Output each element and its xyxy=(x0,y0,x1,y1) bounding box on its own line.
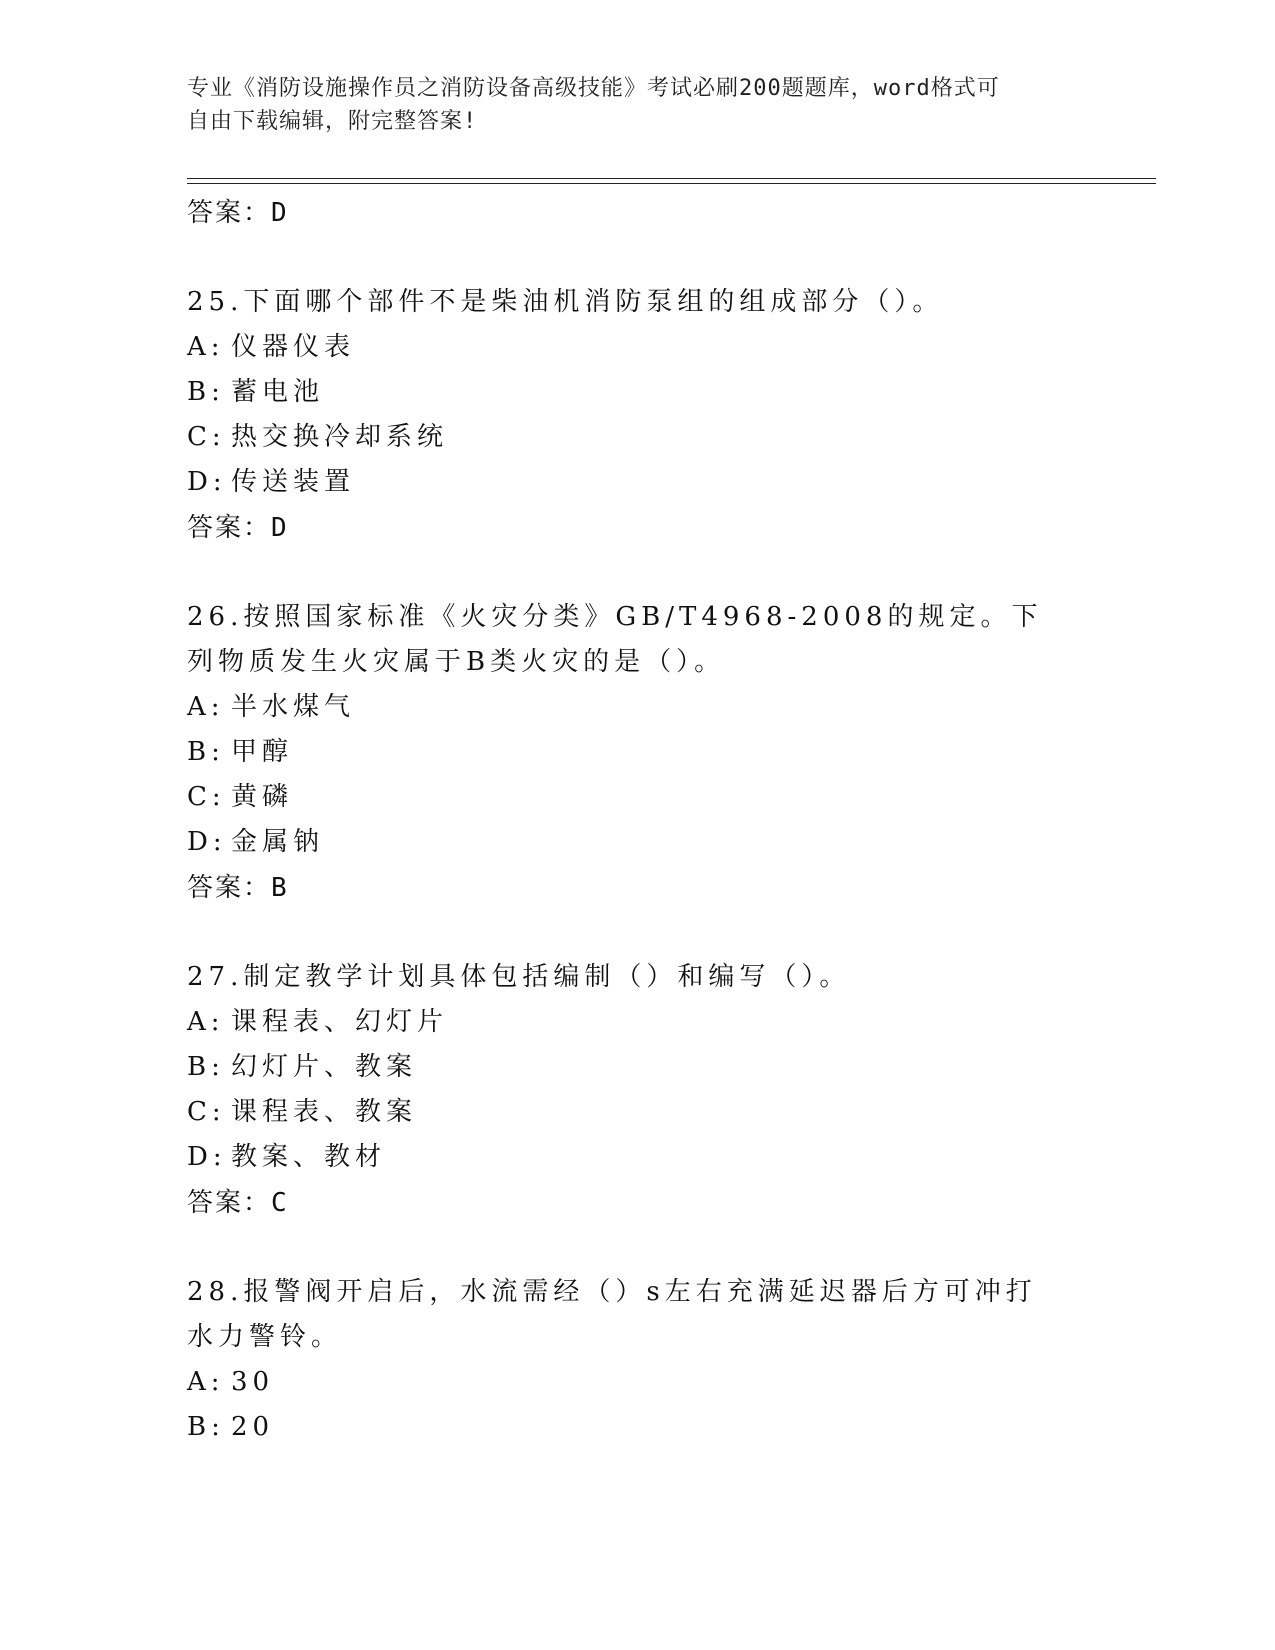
option-letter: D: xyxy=(187,467,227,497)
option-letter: D: xyxy=(187,827,227,857)
option-letter: B: xyxy=(187,1412,225,1442)
option-d xyxy=(187,1135,1087,1180)
document-header xyxy=(187,72,1067,138)
answer-line xyxy=(187,190,1087,236)
option-text: 半水煤气 xyxy=(231,692,356,722)
option-letter: B: xyxy=(187,737,225,767)
answer-line xyxy=(187,1180,1087,1226)
question-list xyxy=(187,190,1087,1450)
option-b xyxy=(187,730,1087,775)
answer-value: C xyxy=(271,1188,287,1218)
option-c xyxy=(187,415,1087,460)
answer-label: 答案： xyxy=(187,513,272,543)
option-text: 课程表、幻灯片 xyxy=(231,1007,449,1037)
option-a xyxy=(187,325,1087,370)
option-text: 金属钠 xyxy=(231,827,325,857)
answer-value: D xyxy=(271,198,287,228)
option-letter: C: xyxy=(187,1097,226,1127)
option-c xyxy=(187,775,1087,820)
answer-value: D xyxy=(271,513,287,543)
option-letter: A: xyxy=(187,1007,225,1037)
question-block xyxy=(187,595,1087,911)
header-divider-top xyxy=(187,178,1156,179)
question-text: 28.报警阀开启后，水流需经（）s左右充满延迟器后方可冲打水力警铃。 xyxy=(187,1277,1037,1352)
option-letter: C: xyxy=(187,782,226,812)
question-text: 26.按照国家标准《火灾分类》GB/T4968-2008的规定。下列物质发生火灾属于B类火灾的是（）。 xyxy=(187,602,1043,677)
option-letter: C: xyxy=(187,422,226,452)
header-line-2: 自由下载编辑，附完整答案! xyxy=(187,109,478,134)
question-block xyxy=(187,280,1087,551)
option-text: 黄磷 xyxy=(231,782,294,812)
block-gap xyxy=(187,236,1087,280)
header-line-1: 专业《消防设施操作员之消防设备高级技能》考试必刷200题题库，word格式可 xyxy=(187,76,1000,101)
question-text: 27.制定教学计划具体包括编制（）和编写（）。 xyxy=(187,962,851,992)
option-text: 甲醇 xyxy=(231,737,294,767)
option-letter: B: xyxy=(187,1052,225,1082)
answer-label: 答案： xyxy=(187,198,272,228)
option-text: 热交换冷却系统 xyxy=(231,422,449,452)
option-text: 课程表、教案 xyxy=(231,1097,418,1127)
option-text: 20 xyxy=(231,1412,275,1442)
option-text: 传送装置 xyxy=(231,467,356,497)
option-letter: B: xyxy=(187,377,225,407)
answer-label: 答案： xyxy=(187,873,272,903)
question-text: 25.下面哪个部件不是柴油机消防泵组的组成部分（）。 xyxy=(187,287,944,317)
block-gap xyxy=(187,1226,1087,1270)
option-b xyxy=(187,1405,1087,1450)
option-d xyxy=(187,460,1087,505)
question-block xyxy=(187,1270,1087,1450)
option-letter: A: xyxy=(187,332,225,362)
answer-line xyxy=(187,865,1087,911)
option-a xyxy=(187,685,1087,730)
answer-label: 答案： xyxy=(187,1188,272,1218)
option-d xyxy=(187,820,1087,865)
option-c xyxy=(187,1090,1087,1135)
option-a xyxy=(187,1000,1087,1045)
option-b xyxy=(187,370,1087,415)
option-a xyxy=(187,1360,1087,1405)
option-text: 30 xyxy=(231,1367,275,1397)
answer-line xyxy=(187,505,1087,551)
option-letter: A: xyxy=(187,692,225,722)
option-text: 仪器仪表 xyxy=(231,332,356,362)
option-letter: A: xyxy=(187,1367,225,1397)
option-text: 蓄电池 xyxy=(231,377,325,407)
option-letter: D: xyxy=(187,1142,227,1172)
question-block xyxy=(187,955,1087,1226)
block-gap xyxy=(187,551,1087,595)
header-divider-bottom xyxy=(187,183,1156,184)
answer-value: B xyxy=(271,873,287,903)
option-text: 幻灯片、教案 xyxy=(231,1052,418,1082)
option-text: 教案、教材 xyxy=(231,1142,387,1172)
block-gap xyxy=(187,911,1087,955)
option-b xyxy=(187,1045,1087,1090)
